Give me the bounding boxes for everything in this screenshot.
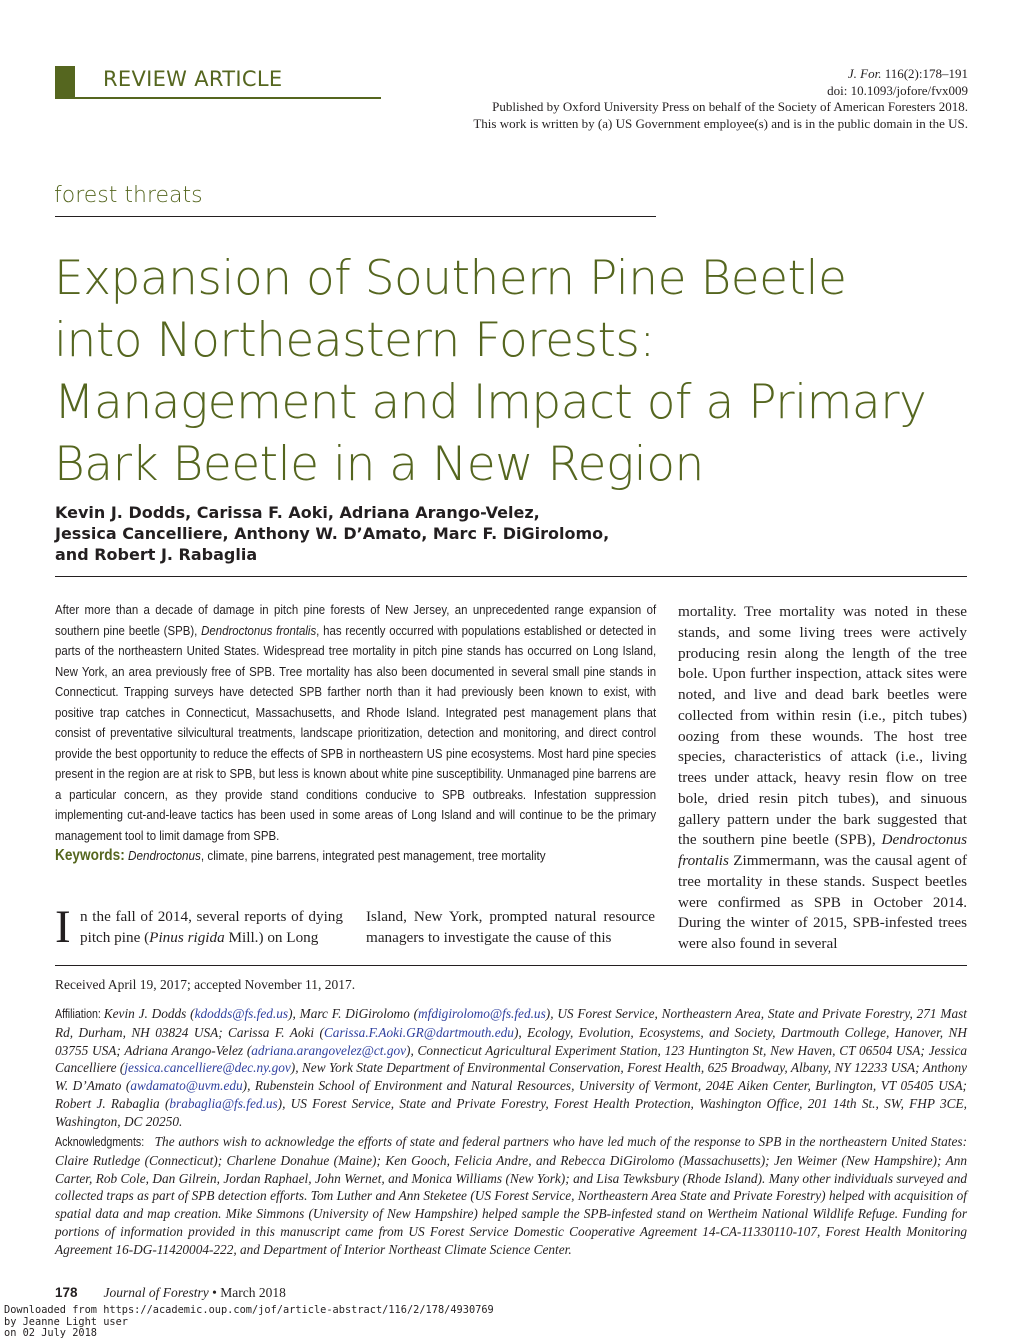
acknowledgments-note — [55, 1133, 967, 1259]
affiliation-segment: ), Rubenstein School of Environment and Natural Resources, University of Vermont, 204E Aiken Center, Burlington, VT 05405 USA; Robert J. Rabaglia ( — [55, 1078, 967, 1111]
email-link[interactable]: Carissa.F.Aoki.GR@dartmouth.edu — [323, 1024, 514, 1040]
affiliation-segment: ), New York State Department of Environmental Conservation, Forest Health, 625 Broadway, Albany, NY 12233 USA; Anthony W. D’Amato ( — [55, 1060, 967, 1094]
article-title: Expansion of Southern Pine Beetle into Northeastern Forests: Management and Impact of a Primary Bark Beetle in a New Region — [54, 251, 927, 492]
body-column-2: Island, New York, prompted natural resource managers to investigate the cause of this — [366, 908, 655, 946]
footer-bullet: • — [212, 1285, 217, 1300]
download-line: on 02 July 2018 — [4, 1327, 97, 1339]
download-line: Downloaded from https://academic.oup.com/jof/article-abstract/116/2/178/4930769 — [4, 1304, 494, 1316]
citation-line — [473, 66, 968, 83]
page-footer — [55, 1285, 286, 1301]
body-column-3 — [678, 602, 967, 955]
publication-info — [473, 66, 968, 132]
email-link[interactable]: kdodds@fs.fed.us — [194, 1006, 289, 1021]
article-type-bar — [55, 66, 75, 97]
drop-cap: I — [55, 901, 71, 953]
footer-journal: Journal of Forestry — [103, 1285, 209, 1300]
body-text: Zimmermann, was the causal agent of tree mortality in these stands. Suspect beetles were confirmed as SPB in October 2014. During the winter of 2015, SPB-infested trees were also found in several — [678, 852, 967, 952]
keywords-rest: , climate, pine barrens, integrated pest management, tree mortality — [200, 848, 546, 863]
body-text: n the fall of 2014, several reports of dying pitch pine ( — [80, 908, 343, 946]
abstract-species: Dendroctonus frontalis — [201, 622, 317, 638]
affiliation-segment: Kevin J. Dodds ( — [99, 1006, 195, 1021]
email-link[interactable]: mfdigirolomo@fs.fed.us — [418, 1006, 546, 1021]
acknowledgments-text: The authors wish to acknowledge the efforts of state and federal partners who have led much of the response to SPB in the northeastern United States: Claire Rutledge (Connecticut); Charlene Donahue (Maine); Ken Gooch, Felicia Andre, and Rebecca DiGirolomo (Massachusetts); Jen Weimer (New Hampshire); Ann Carter, Rob Cole, Dan Gilrein, Jordan Raphael, John Wernet, and Monica Williams (New York); and Lisa Tewksbury (Rhode Island). Many other individuals surveyed and collected traps as part of SPB detection efforts. Tom Luther and Ann Steketee (US Forest Service, Northeastern Area State and Private Forestry) helped with acquisition of spatial data and map creation. Mike Simmons (University of New Hampshire) helped sample the SPB-infested stand on Wertheim National Wildlife Refuge. Funding for portions of information provided in this manuscript came from US Forest Service Domestic Cooperative Agreement 14-CA-11330110-107, Forest Health Monitoring Agreement 16-DG-11420004-222, and Department of Interior Northeast Climate Science Center. — [55, 1134, 967, 1257]
footer-date: March 2018 — [220, 1285, 286, 1300]
section-rule — [55, 216, 656, 217]
article-type-label: REVIEW ARTICLE — [103, 67, 283, 91]
body-species: Pinus rigida — [149, 929, 225, 946]
body-text: Mill.) on Long — [224, 929, 319, 946]
download-stamp — [4, 1305, 494, 1340]
abstract-text: , has recently occurred with populations established or detected in parts of the northeastern United States. Widespread tree mortality in pitch pine stands has occurred on Long Island, New York, an area previously free of SPB. Tree mortality has also been documented in several small pine stands in Connecticut. Trapping surveys have detected SPB farther north than it had previously been known to exist, with positive trap catches in Connecticut, Massachusetts, and Rhode Island. Integrated pest management plans that consist of preventative silvicultural treatments, landscape prioritization, detection and monitoring, and direct control provide the best opportunity to reduce the effects of SPB in northeastern US pine ecosystems. Most hard pine species present in the region are at risk to SPB, but less is known about white pine susceptibility. Unmanaged pine barrens are a particular concern, as they provide stand conditions conducive to SPB outbreaks. Infestation suppression implementing cut-and-leave tactics has been used in some areas of Long Island and will continue to be the primary management tool to limit damage from SPB. — [55, 622, 657, 843]
affiliation-segment: ), US Forest Service, Northeastern Area, State and Private Forestry, 271 Mast Rd, Durham, NH 03824 USA; Carissa F. Aoki ( — [55, 1006, 967, 1040]
keyword-first: Dendroctonus — [127, 848, 201, 863]
affiliation-note — [55, 1005, 967, 1131]
page-number: 178 — [55, 1285, 78, 1300]
body-species: Dendroctonus frontalis — [678, 831, 967, 869]
section-label: forest threats — [54, 183, 203, 208]
abstract-text: After more than a decade of damage in pitch pine forests of New Jersey, an unprecedented range expansion of southern pine beetle (SPB), — [55, 602, 657, 638]
email-link[interactable]: brabaglia@fs.fed.us — [169, 1095, 278, 1111]
author-line: and Robert J. Rabaglia — [55, 545, 258, 564]
author-line: Kevin J. Dodds, Carissa F. Aoki, Adriana Arango-Velez, — [55, 503, 540, 522]
download-line: by Jeanne Light user — [4, 1315, 128, 1328]
affiliation-text — [55, 1006, 967, 1129]
affiliation-segment: ), Connecticut Agricultural Experiment Station, 123 Huntington St, New Haven, CT 06504 USA; Jessica Cancelliere ( — [55, 1042, 967, 1076]
email-link[interactable]: adriana.arangovelez@ct.gov — [251, 1042, 407, 1058]
affiliation-label: Affiliation: — [55, 1007, 101, 1021]
affiliation-segment: ), Ecology, Evolution, Ecosystems, and Society, Dartmouth College, Hanover, NH 03755 USA; Adriana Arango-Velez ( — [55, 1024, 967, 1058]
acknowledgments-label: Acknowledgments: — [55, 1135, 145, 1149]
publisher-line: Published by Oxford University Press on behalf of the Society of American Foresters 2018. — [492, 99, 968, 114]
article-type-rule — [55, 97, 381, 99]
body-text: mortality. Tree mortality was noted in these stands, and some living trees were actively producing resin along the length of the tree bole. Upon further inspection, attack sites were noted, and live and dead bark beetles were collected from within resin (i.e., pitch tubes) oozing from these wounds. The host tree species, characteristics of attack (i.e., living trees under attack, heavy resin flow on tree bole, dried resin pitch tubes), and sinuous gallery pattern under the bark suggested that the southern pine beetle (SPB), — [678, 603, 967, 849]
email-link[interactable]: jessica.cancelliere@dec.ny.gov — [124, 1060, 291, 1076]
received-dates: Received April 19, 2017; accepted November 11, 2017. — [55, 977, 356, 992]
email-link[interactable]: awdamato@uvm.edu — [130, 1078, 243, 1094]
citation: 116(2):178–191 — [884, 66, 968, 81]
journal-abbrev: J. For. — [847, 66, 882, 81]
abstract — [55, 600, 656, 846]
affiliation-segment: ), US Forest Service, State and Private Forestry, Forest Health Protection, Washington Office, 201 14th St., SW, FHP 3CE, Washington, DC 20250. — [55, 1095, 967, 1129]
body-column-1 — [80, 906, 343, 948]
authors-rule — [55, 576, 967, 577]
author-line: Jessica Cancelliere, Anthony W. D’Amato, Marc F. DiGirolomo, — [55, 524, 610, 543]
doi[interactable]: doi: 10.1093/jofore/fvx009 — [827, 82, 968, 98]
affiliation-segment: ), Marc F. DiGirolomo ( — [288, 1006, 419, 1021]
keywords-label: Keywords: — [55, 847, 125, 864]
author-list — [55, 502, 695, 565]
footnote-rule — [55, 965, 967, 966]
keywords — [55, 846, 618, 866]
public-domain-line: This work is written by (a) US Government employee(s) and is in the public domain in the US. — [473, 115, 968, 131]
